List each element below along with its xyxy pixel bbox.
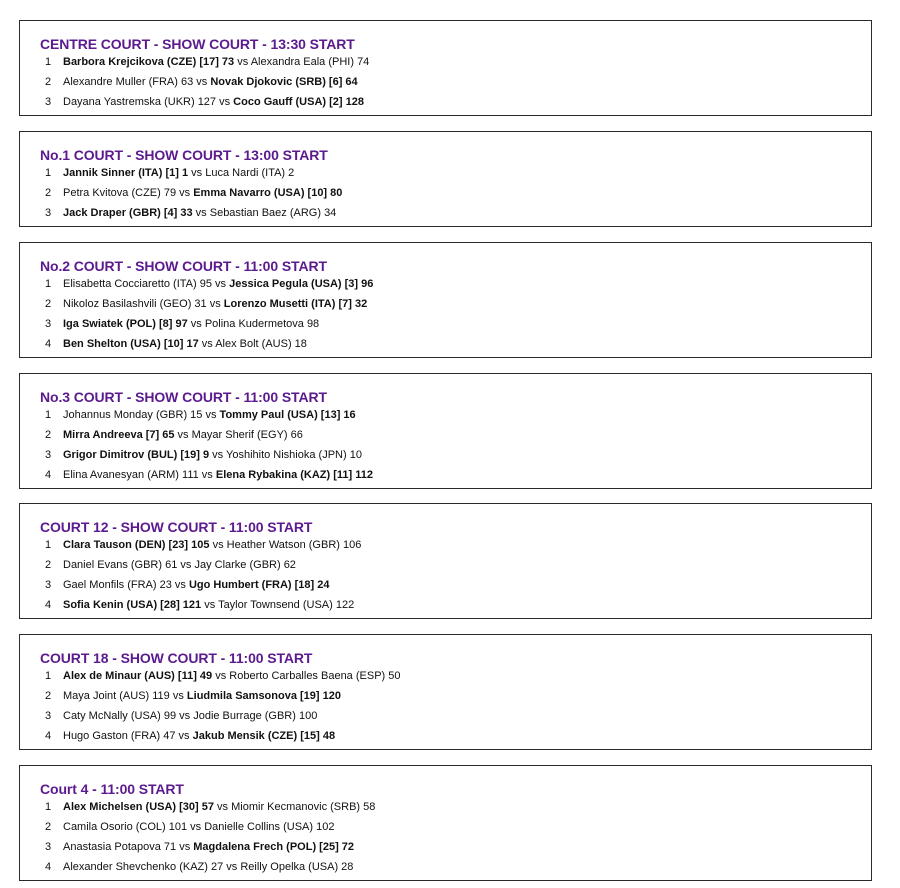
match-text [63,575,330,595]
match-number: 1 [45,539,52,551]
versus-label: vs [171,579,189,591]
versus-label: vs [201,599,219,611]
match-number: 2 [45,298,52,310]
player-one: Mirra Andreeva [7] 65 [63,429,175,441]
match-text [63,163,294,183]
player-two: Magdalena Frech (POL) [25] 72 [193,841,355,853]
player-one: Alexandre Muller (FRA) 63 [63,76,194,88]
match-text [63,797,375,817]
player-two: Luca Nardi (ITA) 2 [205,167,295,179]
court-block [19,634,872,750]
court-block [19,373,872,489]
player-two: Sebastian Baez (ARG) 34 [209,207,337,219]
match-number: 4 [45,730,52,742]
player-one: Clara Tauson (DEN) [23] 105 [63,539,210,551]
match-text [63,555,296,575]
match-number: 2 [45,690,52,702]
player-one: Alex Michelsen (USA) [30] 57 [63,801,214,813]
player-one: Jack Draper (GBR) [4] 33 [63,207,193,219]
player-one: Barbora Krejcikova (CZE) [17] 73 [63,56,235,68]
player-two: Emma Navarro (USA) [10] 80 [193,187,343,199]
player-two: Tommy Paul (USA) [13] 16 [219,409,356,421]
player-one: Alex de Minaur (AUS) [11] 49 [63,670,213,682]
match-number: 3 [45,96,52,108]
court-title: COURT 12 - SHOW COURT - 11:00 START [40,519,313,535]
match-text [63,72,358,92]
match-number: 2 [45,559,52,571]
match-number: 3 [45,449,52,461]
player-two: Alexandra Eala (PHI) 74 [250,56,370,68]
player-two: Mayar Sherif (EGY) 66 [191,429,303,441]
versus-label: vs [193,76,211,88]
match-number: 4 [45,469,52,481]
player-one: Ben Shelton (USA) [10] 17 [63,338,199,350]
versus-label: vs [214,801,232,813]
match-text [63,837,354,857]
court-block [19,765,872,881]
match-number: 2 [45,429,52,441]
match-number: 1 [45,278,52,290]
player-two: Reilly Opelka (USA) 28 [240,861,354,873]
match-text [63,92,364,112]
match-number: 2 [45,187,52,199]
versus-label: vs [187,821,205,833]
court-title: COURT 18 - SHOW COURT - 11:00 START [40,650,313,666]
match-text [63,183,342,203]
match-number: 1 [45,167,52,179]
match-text [63,334,307,354]
player-two: Miomir Kecmanovic (SRB) 58 [231,801,376,813]
court-block [19,242,872,358]
match-number: 1 [45,670,52,682]
versus-label: vs [188,167,206,179]
versus-label: vs [223,861,241,873]
player-one: Caty McNally (USA) 99 [63,710,177,722]
versus-label: vs [209,539,227,551]
match-number: 1 [45,409,52,421]
player-two: Elena Rybakina (KAZ) [11] 112 [215,469,373,481]
versus-label: vs [175,730,193,742]
match-number: 3 [45,710,52,722]
player-one: Dayana Yastremska (UKR) 127 [63,96,217,108]
versus-label: vs [234,56,251,68]
match-text [63,425,303,445]
player-two: Liudmila Samsonova [19] 120 [186,690,341,702]
match-text [63,535,361,555]
versus-label: vs [187,318,205,330]
player-one: Johannus Monday (GBR) 15 [63,409,203,421]
match-text [63,686,341,706]
player-two: Polina Kudermetova 98 [204,318,320,330]
match-text [63,314,319,334]
player-one: Alexander Shevchenko (KAZ) 27 [63,861,224,873]
player-one: Jannik Sinner (ITA) [1] 1 [63,167,189,179]
player-two: Jessica Pegula (USA) [3] 96 [229,278,374,290]
match-number: 1 [45,56,52,68]
match-text [63,405,356,425]
match-number: 2 [45,821,52,833]
versus-label: vs [198,338,216,350]
match-number: 3 [45,579,52,591]
player-one: Anastasia Potapova 71 [63,841,177,853]
match-number: 3 [45,841,52,853]
court-block [19,131,872,227]
player-two: Lorenzo Musetti (ITA) [7] 32 [223,298,368,310]
versus-label: vs [202,409,220,421]
versus-label: vs [192,207,210,219]
versus-label: vs [176,710,194,722]
versus-label: vs [176,841,194,853]
match-number: 4 [45,599,52,611]
court-block [19,503,872,619]
player-one: Hugo Gaston (FRA) 47 [63,730,176,742]
court-title: CENTRE COURT - SHOW COURT - 13:30 START [40,36,355,52]
versus-label: vs [198,469,216,481]
player-one: Maya Joint (AUS) 119 [63,690,170,702]
player-one: Petra Kvitova (CZE) 79 [63,187,177,199]
match-text [63,465,373,485]
player-two: Alex Bolt (AUS) 18 [215,338,307,350]
versus-label: vs [211,278,230,290]
match-text [63,595,354,615]
match-number: 2 [45,76,52,88]
player-one: Grigor Dimitrov (BUL) [19] 9 [63,449,210,461]
match-text [63,274,373,294]
player-one: Sofia Kenin (USA) [28] 121 [63,599,202,611]
versus-label: vs [174,429,192,441]
player-one: Elina Avanesyan (ARM) 111 [63,469,199,481]
match-number: 1 [45,801,52,813]
versus-label: vs [177,559,195,571]
player-two: Jakub Mensik (CZE) [15] 48 [192,730,336,742]
match-number: 3 [45,318,52,330]
player-one: Daniel Evans (GBR) 61 [63,559,178,571]
court-title: No.3 COURT - SHOW COURT - 11:00 START [40,389,327,405]
match-text [63,294,367,314]
player-two: Jay Clarke (GBR) 62 [194,559,296,571]
court-title: No.2 COURT - SHOW COURT - 11:00 START [40,258,327,274]
player-two: Coco Gauff (USA) [2] 128 [233,96,364,108]
versus-label: vs [209,449,226,461]
player-two: Yoshihito Nishioka (JPN) 10 [226,449,362,461]
match-number: 4 [45,338,52,350]
match-text [63,726,335,746]
player-two: Jodie Burrage (GBR) 100 [193,710,318,722]
player-one: Elisabetta Cocciaretto (ITA) 95 [63,278,212,290]
match-text [63,666,401,686]
match-text [63,203,336,223]
match-text [63,817,334,837]
match-text [63,706,317,726]
player-two: Taylor Townsend (USA) 122 [218,599,355,611]
player-one: Gael Monfils (FRA) 23 [63,579,172,591]
versus-label: vs [206,298,224,310]
court-title: No.1 COURT - SHOW COURT - 13:00 START [40,147,328,163]
versus-label: vs [176,187,194,199]
court-block [19,20,872,116]
versus-label: vs [212,670,230,682]
player-one: Iga Swiatek (POL) [8] 97 [63,318,188,330]
match-text [63,52,369,72]
player-two: Novak Djokovic (SRB) [6] 64 [210,76,358,88]
versus-label: vs [216,96,234,108]
player-two: Roberto Carballes Baena (ESP) 50 [229,670,401,682]
player-two: Heather Watson (GBR) 106 [226,539,362,551]
versus-label: vs [169,690,187,702]
match-text [63,445,362,465]
match-number: 4 [45,861,52,873]
player-two: Danielle Collins (USA) 102 [204,821,335,833]
court-title: Court 4 - 11:00 START [40,781,184,797]
player-one: Camila Osorio (COL) 101 [63,821,188,833]
match-text [63,857,353,877]
player-one: Nikoloz Basilashvili (GEO) 31 [63,298,207,310]
player-two: Ugo Humbert (FRA) [18] 24 [188,579,330,591]
match-number: 3 [45,207,52,219]
